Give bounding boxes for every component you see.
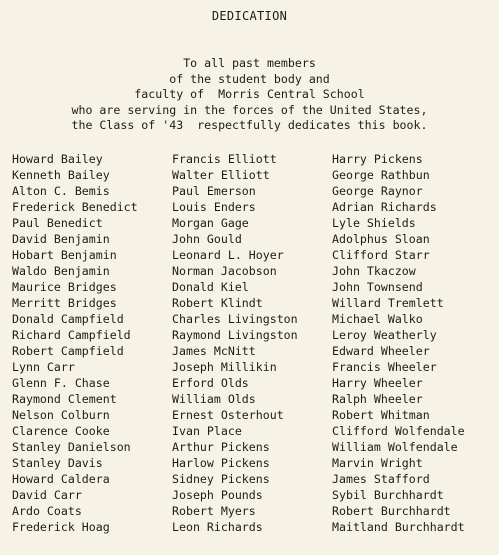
honoree-name: Ivan Place (172, 424, 242, 438)
dedication-line: who are serving in the forces of the United States, (71, 102, 428, 117)
honoree-name: Michael Walko (332, 312, 423, 326)
honoree-name: Marvin Wright (332, 456, 423, 470)
honoree-name: Nelson Colburn (12, 408, 110, 422)
honoree-name: Willard Tremlett (332, 296, 444, 310)
honoree-name: Stanley Davis (12, 456, 103, 470)
honoree-name: David Benjamin (12, 232, 110, 246)
honoree-name: Sidney Pickens (172, 472, 270, 486)
honoree-name: Kenneth Bailey (12, 168, 110, 182)
honoree-name: Francis Elliott (172, 152, 277, 166)
honoree-name: Lyle Shields (332, 216, 416, 230)
honoree-name: William Olds (172, 392, 256, 406)
honoree-name: Harry Pickens (332, 152, 423, 166)
honoree-name: Raymond Clement (12, 392, 117, 406)
honoree-name: George Rathbun (332, 168, 430, 182)
dedication-text (0, 56, 499, 134)
honoree-name: Robert Myers (172, 504, 256, 518)
honoree-name: Robert Campfield (12, 344, 124, 358)
honoree-name: John Townsend (332, 280, 423, 294)
honoree-name: Harlow Pickens (172, 456, 270, 470)
honoree-name: Erford Olds (172, 376, 249, 390)
honoree-name: Walter Elliott (172, 168, 270, 182)
honoree-name: Robert Whitman (332, 408, 430, 422)
honoree-name: Stanley Danielson (12, 440, 131, 454)
honoree-name: William Wolfendale (332, 440, 458, 454)
honoree-name: Raymond Livingston (172, 328, 298, 342)
honoree-name: Clifford Wolfendale (332, 424, 465, 438)
honoree-name: Donald Kiel (172, 280, 249, 294)
honoree-name: Arthur Pickens (172, 440, 270, 454)
honoree-name: Ralph Wheeler (332, 392, 423, 406)
honoree-name: Donald Campfield (12, 312, 124, 326)
honoree-name: John Tkaczow (332, 264, 416, 278)
page-title: DEDICATION (211, 9, 288, 23)
honoree-name: Leonard L. Hoyer (172, 248, 284, 262)
honoree-name: John Gould (172, 232, 242, 246)
honoree-name: Louis Enders (172, 200, 256, 214)
honoree-name: Howard Bailey (12, 152, 103, 166)
honoree-name: Maurice Bridges (12, 280, 117, 294)
honoree-name: Ardo Coats (12, 504, 82, 518)
honoree-name: Leroy Weatherly (332, 328, 437, 342)
honoree-name: Clifford Starr (332, 248, 430, 262)
honoree-name: George Raynor (332, 184, 423, 198)
honoree-name: Glenn F. Chase (12, 376, 110, 390)
honoree-name: Merritt Bridges (12, 296, 117, 310)
names-column-1 (12, 151, 138, 535)
honoree-name: Joseph Pounds (172, 488, 263, 502)
honoree-name: Hobart Benjamin (12, 248, 117, 262)
honoree-name: Lynn Carr (12, 360, 75, 374)
honoree-name: Morgan Gage (172, 216, 249, 230)
honoree-name: James McNitt (172, 344, 256, 358)
names-column-2 (172, 151, 298, 535)
dedication-line: the Class of '43 respectfully dedicates this book. (71, 118, 428, 132)
honoree-name: James Stafford (332, 472, 430, 486)
honoree-name: Joseph Millikin (172, 360, 277, 374)
honoree-name: Maitland Burchhardt (332, 520, 465, 534)
honoree-name: Robert Klindt (172, 296, 263, 310)
honoree-name: Edward Wheeler (332, 344, 430, 358)
honoree-name: Leon Richards (172, 520, 263, 534)
honoree-name: Charles Livingston (172, 312, 298, 326)
names-column-3 (332, 151, 465, 535)
honoree-name: Waldo Benjamin (12, 264, 110, 278)
honoree-name: Clarence Cooke (12, 424, 110, 438)
honoree-name: Adrian Richards (332, 200, 437, 214)
honoree-name: Harry Wheeler (332, 376, 423, 390)
honoree-name: Ernest Osterhout (172, 408, 284, 422)
honoree-name: Frederick Benedict (12, 200, 138, 214)
honoree-name: David Carr (12, 488, 82, 502)
honoree-name: Francis Wheeler (332, 360, 437, 374)
honoree-name: Paul Emerson (172, 184, 256, 198)
honoree-name: Frederick Hoag (12, 520, 110, 534)
honoree-name: Richard Campfield (12, 328, 131, 342)
honoree-name: Paul Benedict (12, 216, 103, 230)
honoree-name: Sybil Burchhardt (332, 488, 444, 502)
honoree-name: Adolphus Sloan (332, 232, 430, 246)
honoree-name: Robert Burchhardt (332, 504, 451, 518)
honoree-name: Howard Caldera (12, 472, 110, 486)
honoree-name: Norman Jacobson (172, 264, 277, 278)
dedication-line: of the student body and (169, 71, 330, 86)
dedication-line: faculty of Morris Central School (134, 87, 365, 101)
dedication-line: To all past members (183, 56, 316, 70)
honoree-name: Alton C. Bemis (12, 184, 110, 198)
